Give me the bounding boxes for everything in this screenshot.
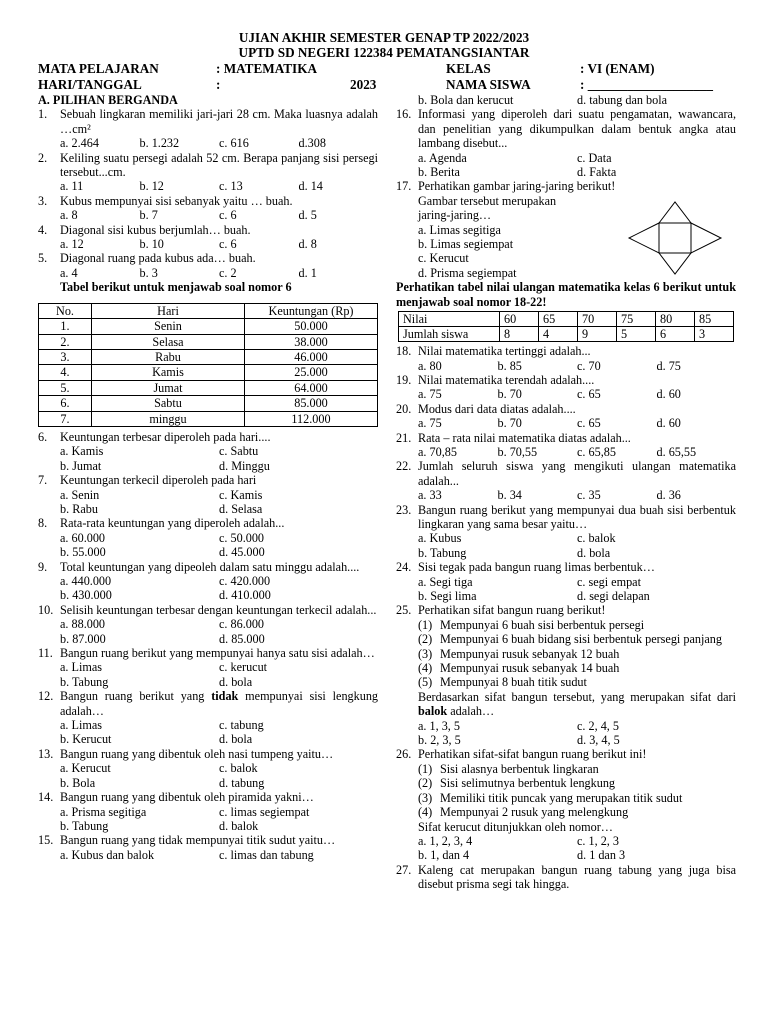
question-6: 6. Keuntungan terbesar diperoleh pada hari.... [38, 429, 271, 444]
subject-label: MATA PELAJARAN [38, 61, 159, 76]
list-item: (4) Mempunyai 2 rusuk yang melengkung [418, 805, 629, 820]
question-1: 1. Sebuah lingkaran memiliki jari-jari 28 cm. Maka luasnya adalah …cm² [38, 107, 378, 136]
cell: 6 [656, 327, 695, 342]
options-18 [396, 359, 736, 373]
option[interactable]: b. Jumat [60, 458, 102, 473]
q25-emphasis: balok [418, 704, 448, 719]
option[interactable]: c. Sabtu [219, 444, 259, 459]
option[interactable]: b. 7 [139, 208, 158, 223]
cell: 75 [617, 312, 656, 327]
q17-sub2: jaring-jaring… [418, 208, 492, 223]
subject-value: : MATEMATIKA [216, 61, 317, 76]
cell: Senin [92, 319, 245, 334]
options-9 [38, 574, 378, 603]
option[interactable]: d. segi delapan [577, 589, 650, 603]
question-5: 5. Diagonal ruang pada kubus ada… buah. [38, 251, 256, 266]
options-14 [38, 805, 378, 834]
table-row [399, 312, 734, 327]
option[interactable]: d. Prisma segiempat [418, 265, 517, 280]
list-item: (1) Sisi alasnya berbentuk lingkaran [418, 761, 599, 776]
option[interactable]: d. 3, 4, 5 [577, 733, 620, 748]
list-item: (3) Memiliki titik puncak yang merupakan titik sudut [418, 790, 683, 805]
options-25 [396, 719, 736, 748]
option[interactable]: b. Tabung [60, 818, 109, 833]
option[interactable]: d. 410.000 [219, 588, 271, 603]
option[interactable]: c. 6 [219, 237, 237, 252]
cell: 50.000 [245, 319, 378, 334]
option[interactable]: b. 1, dan 4 [418, 848, 470, 863]
option[interactable]: b. 430.000 [60, 588, 112, 603]
cell: Rabu [92, 349, 245, 364]
cell: 112.000 [245, 411, 378, 426]
list-item: (3) Mempunyai rusuk sebanyak 12 buah [418, 646, 620, 661]
option[interactable]: d. 5 [298, 208, 317, 223]
right-column [396, 93, 736, 892]
option[interactable]: d. bola [577, 545, 611, 560]
option[interactable]: a. 75 [418, 416, 442, 431]
option[interactable]: b. 70,55 [497, 444, 538, 459]
question-11: 11. Bangun ruang berikut yang mempunyai hanya satu sisi adalah… [38, 646, 375, 661]
option[interactable]: b. 10 [139, 237, 164, 252]
table-row [39, 334, 378, 349]
option[interactable]: d. 36 [656, 488, 681, 503]
option[interactable]: d. 75 [656, 358, 681, 373]
option[interactable]: d.308 [298, 136, 326, 151]
option[interactable]: b. 1.232 [139, 136, 180, 151]
class-value: : VI (ENAM) [580, 61, 655, 76]
option[interactable]: b. Bola dan kerucut [418, 93, 514, 107]
option[interactable]: a. Prisma segitiga [60, 804, 147, 819]
option[interactable]: a. Kubus dan balok [60, 847, 155, 862]
option[interactable]: a. 70,85 [418, 444, 457, 459]
option[interactable]: c. balok [219, 761, 258, 776]
cell: 70 [578, 312, 617, 327]
cell: 2. [39, 334, 92, 349]
left-column [38, 93, 378, 862]
option[interactable]: b. Tabung [60, 674, 109, 689]
options-3 [38, 208, 378, 222]
option[interactable]: c. 616 [219, 136, 249, 151]
option[interactable]: b. 12 [139, 179, 164, 194]
table-row [39, 365, 378, 380]
exam-title: UJIAN AKHIR SEMESTER GENAP TP 2022/2023 [238, 30, 530, 45]
q25-tail [396, 690, 736, 719]
option[interactable]: b. Rabu [60, 501, 98, 516]
option[interactable]: c. 70 [577, 358, 601, 373]
option[interactable]: a. 33 [418, 488, 442, 503]
option[interactable]: c. kerucut [219, 660, 268, 675]
option[interactable]: b. 2, 3, 5 [418, 733, 461, 748]
question-23: 23. Bangun ruang berikut yang mempunyai dua buah sisi berbentuk lingkaran yang sama besar yaitu… [396, 502, 736, 531]
cell: 3. [39, 349, 92, 364]
option[interactable]: b. Limas segiempat [418, 237, 514, 252]
question-3: 3. Kubus mempunyai sisi sebanyak yaitu … buah. [38, 193, 293, 208]
question-17: 17. Perhatikan gambar jaring-jaring berikut! [396, 179, 616, 194]
option[interactable]: a. Senin [60, 487, 100, 502]
options-1 [38, 136, 378, 150]
question-15: 15. Bangun ruang yang tidak mempunyai titik sudut yaitu… [38, 833, 336, 848]
option[interactable]: c. Data [577, 150, 612, 165]
option[interactable]: a. 4 [60, 265, 78, 280]
option[interactable]: c. 65 [577, 416, 601, 431]
option[interactable]: d. bola [219, 674, 253, 689]
cell: 46.000 [245, 349, 378, 364]
cell: 60 [500, 312, 539, 327]
q25-tail-text: Berdasarkan sifat bangun tersebut, yang merupakan sifat dari [418, 689, 736, 704]
q12-text: Bangun ruang berikut yang [60, 689, 212, 704]
option[interactable]: b. Tabung [418, 545, 467, 560]
cell: 6. [39, 396, 92, 411]
option[interactable]: c. 6 [219, 208, 237, 223]
q26-properties [396, 762, 736, 820]
option[interactable]: a. 75 [418, 387, 442, 402]
cell: Nilai [399, 312, 500, 327]
options-20 [396, 416, 736, 430]
option[interactable]: a. 88.000 [60, 617, 106, 632]
question-24: 24. Sisi tegak pada bangun ruang limas berbentuk… [396, 560, 655, 575]
list-item: (5) Mempunyai 8 buah titik sudut [418, 675, 587, 690]
question-8: 8. Rata-rata keuntungan yang diperoleh adalah... [38, 516, 285, 531]
question-25: 25. Perhatikan sifat bangun ruang berikut! [396, 603, 606, 618]
question-17-block [396, 179, 736, 280]
question-12: 12. Bangun ruang berikut yang tidak mempunyai sisi lengkung adalah… [38, 689, 379, 718]
table-row [39, 349, 378, 364]
question-14: 14. Bangun ruang yang dibentuk oleh piramida yakni… [38, 790, 314, 805]
option[interactable]: c. 50.000 [219, 530, 265, 545]
options-19 [396, 387, 736, 401]
col-header: Keuntungan (Rp) [245, 303, 378, 318]
option[interactable]: a. Limas [60, 718, 102, 733]
options-16 [396, 151, 736, 180]
cell: Selasa [92, 334, 245, 349]
question-4: 4. Diagonal sisi kubus berjumlah… buah. [38, 222, 251, 237]
option[interactable]: a. Kerucut [60, 761, 111, 776]
question-9: 9. Total keuntungan yang dipeoleh dalam satu minggu adalah.... [38, 559, 360, 574]
options-12 [38, 718, 378, 747]
cell: 4 [539, 327, 578, 342]
cell: Jumlah siswa [399, 327, 500, 342]
q12-emphasis: tidak [211, 689, 239, 704]
option[interactable]: a. Agenda [418, 150, 467, 165]
option[interactable]: a. Limas [60, 660, 102, 675]
options-7 [38, 488, 378, 517]
option[interactable]: b. 55.000 [60, 545, 106, 560]
list-item: (4) Mempunyai rusuk sebanyak 14 buah [418, 661, 620, 676]
section-a-heading: A. PILIHAN BERGANDA [38, 93, 178, 107]
date-year: 2023 [350, 77, 377, 92]
option[interactable]: a. 8 [60, 208, 78, 223]
table-row [39, 396, 378, 411]
cell: 80 [656, 312, 695, 327]
option[interactable]: c. tabung [219, 718, 264, 733]
option[interactable]: a. 11 [60, 179, 84, 194]
option[interactable]: a. Segi tiga [418, 574, 473, 589]
cell: 65 [539, 312, 578, 327]
table-row [39, 380, 378, 395]
option[interactable]: a. Kubus [418, 531, 462, 546]
option[interactable]: a. 80 [418, 358, 442, 373]
option[interactable]: b. Bola [60, 775, 96, 790]
option[interactable]: b. 70 [497, 387, 522, 402]
options-5 [38, 266, 378, 280]
options-15-continued [396, 93, 736, 107]
list-item: (2) Mempunyai 6 buah bidang sisi berbentuk persegi panjang [418, 632, 722, 647]
q26-tail: Sifat kerucut ditunjukkan oleh nomor… [418, 819, 613, 834]
option[interactable]: b. 87.000 [60, 631, 106, 646]
option[interactable]: d. 45.000 [219, 545, 265, 560]
option[interactable]: d. 60 [656, 416, 681, 431]
question-21: 21. Rata – rata nilai matematika diatas adalah... [396, 430, 631, 445]
table6-caption: Tabel berikut untuk menjawab soal nomor 6 [60, 280, 292, 295]
option[interactable]: c. Kamis [219, 487, 263, 502]
option[interactable]: d. tabung [219, 775, 265, 790]
question-7: 7. Keuntungan terkecil diperoleh pada hari [38, 473, 257, 488]
option[interactable]: a. 1, 3, 5 [418, 718, 460, 733]
option[interactable]: c. 2 [219, 265, 237, 280]
options-8 [38, 531, 378, 560]
option[interactable]: b. 34 [497, 488, 522, 503]
option[interactable]: c. limas segiempat [219, 804, 310, 819]
date-label: HARI/TANGGAL [38, 77, 142, 92]
options-4 [38, 237, 378, 251]
question-2: 2. Keliling suatu persegi adalah 52 cm. Berapa panjang sisi persegi tersebut...cm. [38, 150, 378, 180]
student-name-field[interactable]: : ___________________ [580, 77, 713, 92]
option[interactable]: a. 440.000 [60, 574, 112, 588]
question-16: 16. Informasi yang diperoleh dari suatu pengamatan, wawancara, dan penelitian yang dikumpulkan dalam bentuk angka atau lambang disebut... [396, 107, 736, 151]
question-18: 18. Nilai matematika tertinggi adalah... [396, 344, 591, 359]
table18-caption: Perhatikan tabel nilai ulangan matematika kelas 6 berikut untuk menjawab soal nomor 18-22! [396, 280, 736, 309]
option[interactable]: d. balok [219, 818, 259, 833]
cell: Kamis [92, 365, 245, 380]
question-20: 20. Modus dari data diatas adalah.... [396, 401, 576, 416]
option[interactable]: d. 65,55 [656, 444, 697, 459]
option[interactable]: a. 2.464 [60, 136, 99, 151]
option[interactable]: d. Minggu [219, 458, 270, 473]
options-15 [38, 848, 378, 862]
col-header: Hari [92, 303, 245, 318]
option[interactable]: d. 14 [298, 179, 323, 194]
cell: 9 [578, 327, 617, 342]
option[interactable]: d. 60 [656, 387, 681, 402]
option[interactable]: b. 3 [139, 265, 158, 280]
option[interactable]: a. Kamis [60, 444, 104, 459]
options-23 [396, 531, 736, 560]
option[interactable]: d. 85.000 [219, 631, 265, 646]
option[interactable]: c. 35 [577, 488, 601, 503]
option[interactable]: d. 1 [298, 265, 317, 280]
option[interactable]: d. Selasa [219, 501, 263, 516]
options-11 [38, 660, 378, 689]
options-6 [38, 444, 378, 473]
q12-text-end: mempunyai sisi lengkung adalah… [60, 689, 379, 718]
options-26 [396, 834, 736, 863]
option[interactable]: c. 13 [219, 179, 243, 194]
options-13 [38, 761, 378, 790]
profit-table [38, 303, 378, 427]
question-27: 27. Kaleng cat merupakan bangun ruang tabung yang juga bisa disebut prisma segi tak hingga. [396, 862, 736, 892]
option[interactable]: d. 1 dan 3 [577, 848, 626, 863]
table-row [39, 319, 378, 334]
cell: 1. [39, 319, 92, 334]
option[interactable]: c. limas dan tabung [219, 847, 314, 862]
options-21 [396, 445, 736, 459]
cell: minggu [92, 411, 245, 426]
q25-properties [396, 618, 736, 690]
option[interactable]: d. 8 [298, 237, 317, 252]
q25-tail-end: adalah… [447, 704, 495, 719]
question-19: 19. Nilai matematika terendah adalah.... [396, 372, 595, 387]
option[interactable]: c. 65 [577, 387, 601, 402]
student-name-label: NAMA SISWA [446, 77, 531, 92]
cell: 7. [39, 411, 92, 426]
option[interactable]: a. 12 [60, 237, 84, 252]
question-13: 13. Bangun ruang yang dibentuk oleh nasi tumpeng yaitu… [38, 746, 334, 761]
cell: 3 [695, 327, 734, 342]
cell: 5. [39, 380, 92, 395]
options-22 [396, 488, 736, 502]
option[interactable]: c. 2, 4, 5 [577, 718, 619, 733]
q17-sub1: Gambar tersebut merupakan [418, 193, 557, 208]
cell: 85.000 [245, 396, 378, 411]
option[interactable]: d. tabung dan bola [577, 93, 668, 107]
cell: 5 [617, 327, 656, 342]
list-item: (1) Mempunyai 6 buah sisi berbentuk persegi [418, 617, 645, 632]
cell: 38.000 [245, 334, 378, 349]
option[interactable]: b. 85 [497, 358, 522, 373]
option[interactable]: a. Limas segitiga [418, 222, 501, 237]
cell: 4. [39, 365, 92, 380]
list-item: (2) Sisi selimutnya berbentuk lengkung [418, 776, 616, 791]
score-table [398, 311, 734, 342]
table-row [39, 411, 378, 426]
option[interactable]: b. 70 [497, 416, 522, 431]
table-header-row [39, 303, 378, 318]
pyramid-net-figure [626, 199, 724, 277]
option[interactable]: d. bola [219, 732, 253, 747]
cell: Jumat [92, 380, 245, 395]
question-22: 22. Jumlah seluruh siswa yang mengikuti ulangan matematika adalah... [396, 459, 736, 488]
table-row [399, 327, 734, 342]
option[interactable]: a. 60.000 [60, 530, 106, 545]
options-2 [38, 179, 378, 193]
cell: 85 [695, 312, 734, 327]
option[interactable]: c. Kerucut [418, 251, 469, 266]
option[interactable]: c. 65,85 [577, 444, 616, 459]
cell: Sabtu [92, 396, 245, 411]
question-26: 26. Perhatikan sifat-sifat bangun ruang berikut ini! [396, 747, 647, 762]
option[interactable]: c. segi empat [577, 574, 641, 589]
option[interactable]: c. 86.000 [219, 617, 265, 632]
cell: 8 [500, 327, 539, 342]
option[interactable]: c. 420.000 [219, 574, 271, 588]
options-24 [396, 575, 736, 604]
question-10: 10. Selisih keuntungan terbesar dengan keuntungan terkecil adalah... [38, 602, 377, 617]
cell: 64.000 [245, 380, 378, 395]
option[interactable]: b. Kerucut [60, 732, 112, 747]
option[interactable]: c. balok [577, 531, 616, 546]
class-label: KELAS [446, 61, 491, 76]
col-header: No. [39, 303, 92, 318]
date-colon: : [216, 77, 221, 92]
school-name: UPTD SD NEGERI 122384 PEMATANGSIANTAR [238, 45, 530, 60]
cell: 25.000 [245, 365, 378, 380]
option[interactable]: b. Segi lima [418, 589, 477, 603]
option[interactable]: a. 1, 2, 3, 4 [418, 833, 473, 848]
option[interactable]: d. Fakta [577, 165, 617, 180]
option[interactable]: b. Berita [418, 165, 460, 180]
option[interactable]: c. 1, 2, 3 [577, 833, 619, 848]
options-10 [38, 617, 378, 646]
